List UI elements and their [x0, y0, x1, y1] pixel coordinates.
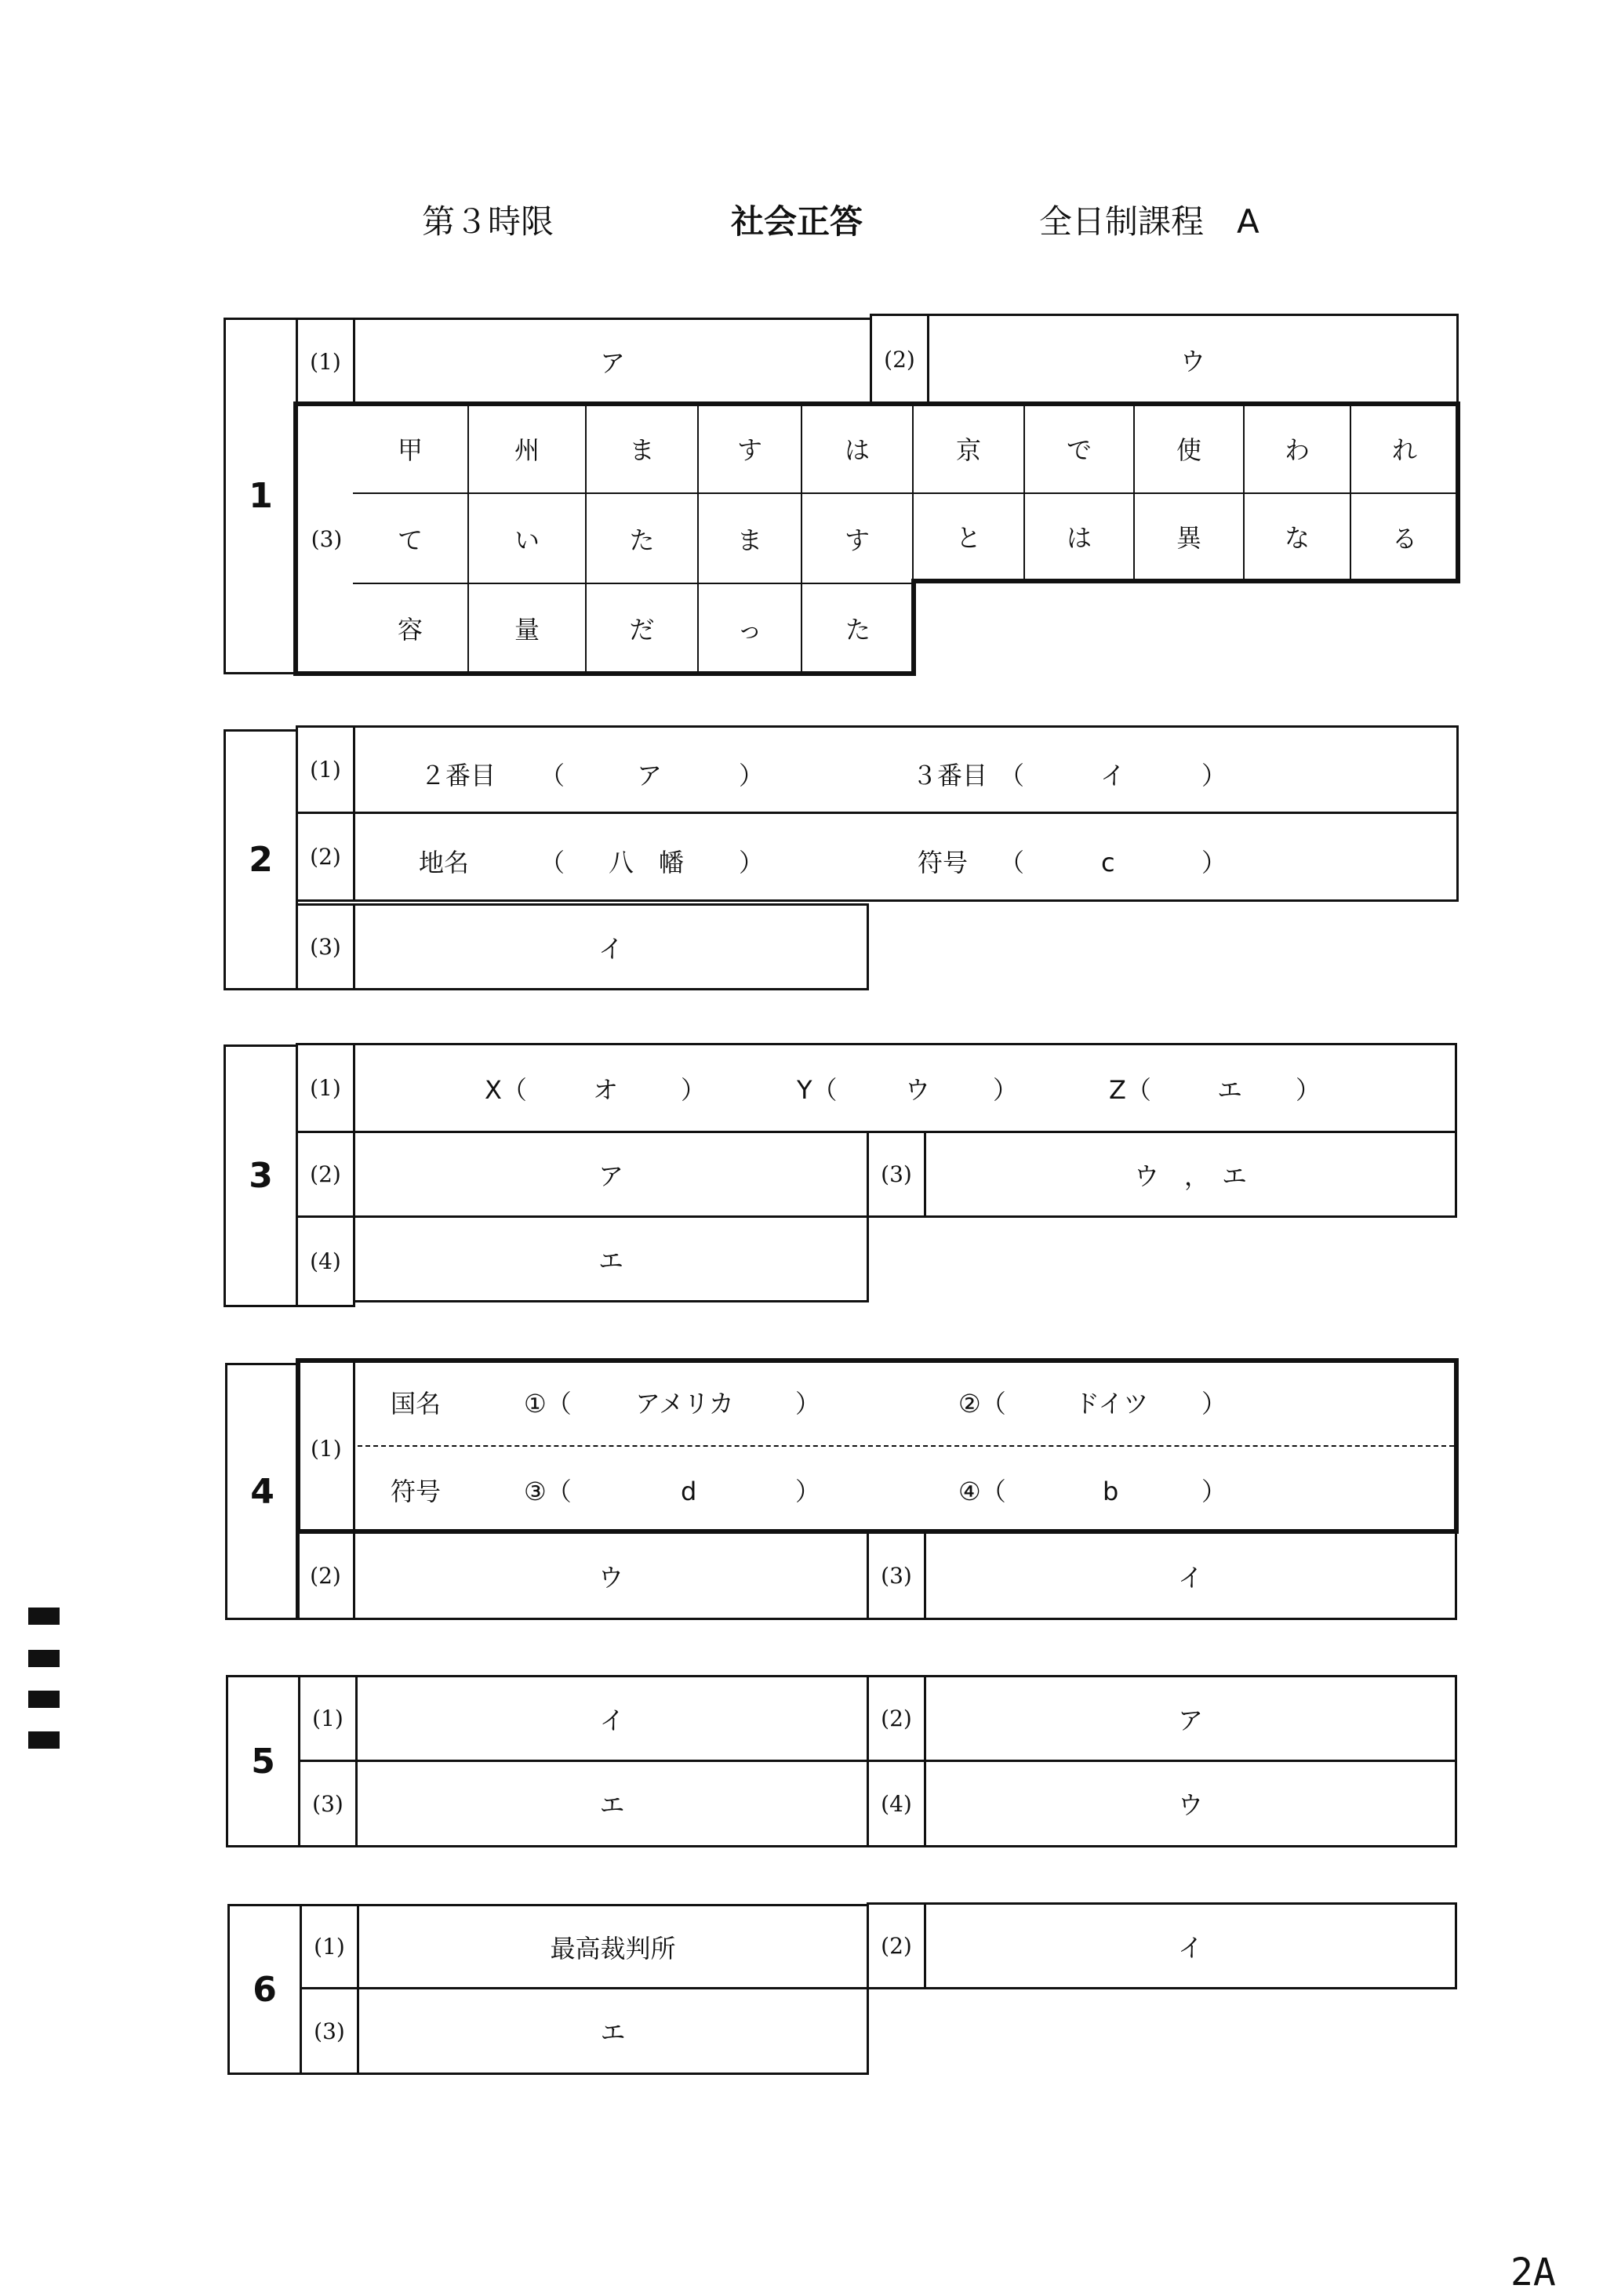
answer-cell: イ [355, 1675, 869, 1762]
grid-cell: で [1025, 405, 1135, 494]
grid-border [293, 401, 1460, 406]
grid-cell: 京 [914, 405, 1025, 494]
country-name-label: 国名 [391, 1389, 442, 1419]
close-paren: ） [681, 1075, 707, 1105]
answer-cell: ア [353, 318, 872, 405]
close-paren: ） [739, 848, 765, 877]
grid-cell: れ [1351, 405, 1458, 494]
answer-value: ウ [905, 1075, 931, 1105]
question-label: (2) [870, 314, 929, 405]
section-number: 1 [249, 476, 273, 516]
grid-cell: 甲 [353, 405, 469, 494]
close-paren: ） [795, 1389, 821, 1419]
answer-value: 八 幡 [609, 848, 685, 877]
z-label: Z（ [1109, 1075, 1151, 1105]
section-number: 4 [250, 1471, 274, 1512]
circled-1: ①（ [524, 1389, 572, 1419]
close-paren: ） [739, 761, 765, 790]
page-number: 2A [1510, 2251, 1556, 2294]
order-3-label: ３番目 [912, 761, 988, 790]
answer-cell: ウ [924, 1760, 1457, 1847]
question-label: (3) [296, 403, 355, 674]
grid-cell: は [802, 405, 914, 494]
answer-value: b [1103, 1477, 1119, 1506]
answer-value: c [1101, 848, 1115, 877]
page-title: 社会正答 [731, 202, 863, 241]
answer-value: ア [637, 761, 663, 790]
close-paren: ） [1201, 848, 1227, 877]
grid-cell: だ [587, 584, 699, 672]
question-label: (1) [296, 318, 355, 405]
y-label: Y（ [797, 1075, 838, 1105]
section-number: 2 [249, 840, 273, 880]
grid-cell: た [845, 615, 871, 645]
section-number: 6 [253, 1969, 277, 2010]
grid-cell: は [1025, 494, 1135, 580]
circled-2: ②（ [958, 1389, 1006, 1419]
grid-cell: る [1391, 524, 1417, 554]
answer-cell: イ [353, 903, 869, 990]
grid-cell: と [914, 494, 1025, 580]
grid-cell: 州 [469, 405, 587, 494]
open-paren: （ [999, 761, 1025, 790]
grid-border [1456, 401, 1460, 583]
course-label: 全日制課程 A [1039, 202, 1260, 241]
answer-cell: ウ ， エ [924, 1131, 1457, 1218]
close-paren: ） [795, 1477, 821, 1506]
answer-value: エ [1217, 1075, 1243, 1105]
grid-cell: ま [587, 405, 699, 494]
close-paren: ） [1296, 1075, 1321, 1105]
grid-cell: い [469, 494, 587, 584]
section-number: 3 [249, 1156, 273, 1196]
question-label: (2) [296, 1131, 355, 1218]
circled-4: ④（ [958, 1477, 1006, 1506]
question-label: (1) [298, 1675, 358, 1762]
answer-cell: イ [924, 1902, 1457, 1989]
grid-border [293, 401, 298, 676]
answer-cell: 最高裁判所 [357, 1904, 869, 1989]
answer-value: d [681, 1477, 697, 1506]
question-label: (2) [867, 1902, 926, 1989]
dashed-divider [358, 1445, 1454, 1447]
grid-cell: 容 [353, 584, 469, 672]
grid-border [293, 671, 916, 676]
question-label: (3) [298, 1760, 358, 1847]
answer-value: オ [593, 1075, 619, 1105]
grid-cell: す [699, 405, 802, 494]
registration-mark [28, 1731, 60, 1749]
question-label: (3) [296, 903, 355, 990]
grid-cell: 使 [1135, 405, 1245, 494]
open-paren: （ [540, 848, 565, 877]
order-2-label: ２番目 [420, 761, 496, 790]
grid-cell: た [587, 494, 699, 584]
answer-value: ドイツ [1074, 1389, 1149, 1419]
circled-3: ③（ [524, 1477, 572, 1506]
answer-cell: ア [353, 1131, 869, 1218]
symbol-label: 符号 [391, 1477, 442, 1506]
answer-cell: エ [357, 1987, 869, 2075]
question-label: (1) [296, 1043, 355, 1133]
answer-cell: ア [924, 1675, 1457, 1762]
question-label: (1) [296, 725, 355, 814]
question-label: (2) [867, 1675, 926, 1762]
question-label: (2) [296, 1531, 355, 1620]
section-number: 5 [251, 1741, 275, 1782]
grid-cell: 異 [1135, 494, 1245, 580]
period-label: 第３時限 [422, 202, 554, 241]
question-label: (3) [867, 1531, 926, 1620]
grid-border [911, 579, 1460, 583]
question-label: (1) [311, 1436, 342, 1462]
grid-cell: わ [1245, 405, 1351, 494]
question-label: (3) [300, 1987, 359, 2075]
answer-value: アメリカ [635, 1389, 734, 1419]
question-label: (2) [296, 812, 355, 902]
x-label: X（ [485, 1075, 527, 1105]
question-label: (4) [867, 1760, 926, 1847]
grid-cell: す [802, 494, 914, 584]
close-paren: ） [1201, 1477, 1227, 1506]
grid-border [911, 579, 916, 676]
grid-cell: な [1245, 494, 1351, 580]
answer-cell: エ [355, 1760, 869, 1847]
registration-mark [28, 1608, 60, 1625]
answer-cell: ウ [353, 1531, 869, 1620]
close-paren: ） [1201, 1389, 1227, 1419]
close-paren: ） [1201, 761, 1227, 790]
answer-cell: エ [353, 1215, 869, 1302]
grid-cell: ま [699, 494, 802, 584]
answer-value: イ [1100, 761, 1126, 790]
answer-row [353, 725, 1459, 814]
grid-cell: て [353, 494, 469, 584]
question-label: (4) [296, 1215, 355, 1307]
symbol-label: 符号 [918, 848, 969, 877]
grid-cell: っ [699, 584, 802, 672]
grid-cell: 量 [469, 584, 587, 672]
answer-row [353, 812, 1459, 902]
place-name-label: 地名 [419, 848, 470, 877]
open-paren: （ [999, 848, 1025, 877]
registration-mark [28, 1691, 60, 1708]
answer-cell: イ [924, 1531, 1457, 1620]
open-paren: （ [540, 761, 565, 790]
registration-mark [28, 1650, 60, 1667]
question-label: (3) [867, 1131, 926, 1218]
divider [353, 1361, 355, 1531]
answer-cell: ウ [927, 314, 1459, 405]
close-paren: ） [993, 1075, 1019, 1105]
question-label: (1) [300, 1904, 359, 1989]
